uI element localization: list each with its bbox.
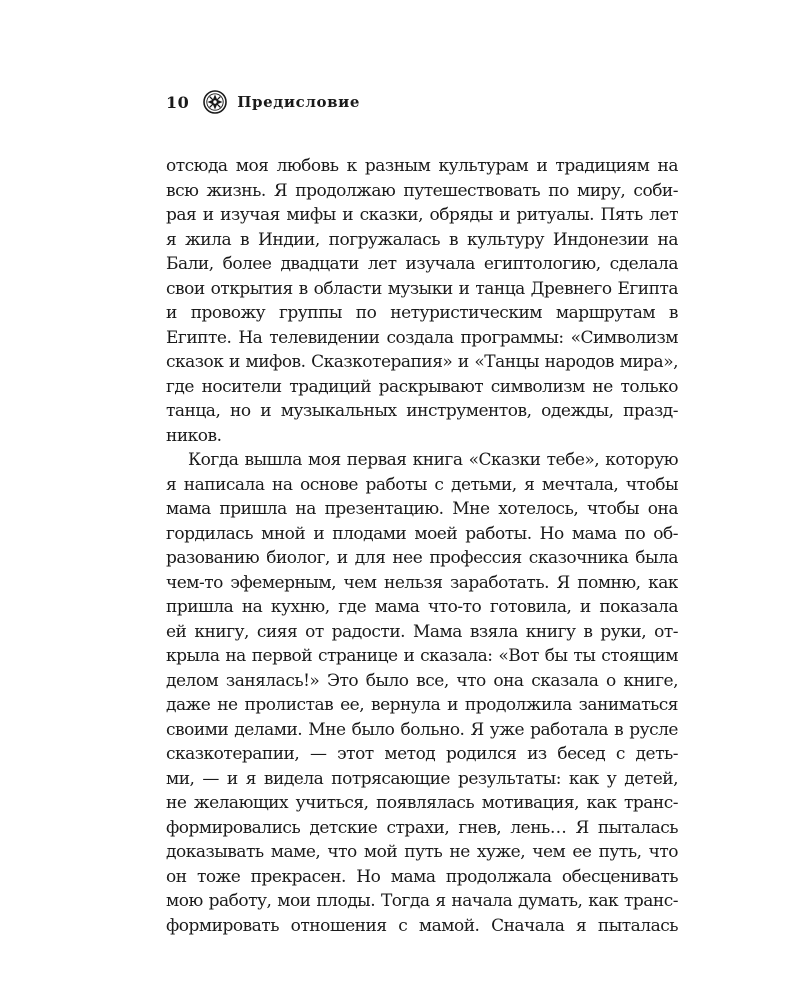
text-line: даже не пролистав ее, вернула и продолжила заниматься [166,695,678,715]
text-line: свои открытия в области музыки и танца Древнего Египта [166,278,678,299]
text-line: Египте. На телевидении создала программы: «Символизм [166,327,678,348]
text-line: танца, но и музыкальных инструментов, одежды, празд- [166,401,678,421]
text-line: чем-то эфемерным, чем нельзя заработать. Я помню, как [166,572,678,593]
text-line: разованию биолог, и для нее профессия сказочника была [166,548,678,568]
text-line: отсюда моя любовь к разным культурам и традициям на [166,156,678,176]
text-line: ей книгу, сияя от радости. Мама взяла книгу в руки, от- [166,621,678,642]
text-line: я написала на основе работы с детьми, я мечтала, чтобы [166,474,678,495]
text-line: всю жизнь. Я продолжаю путешествовать по миру, соби- [166,180,678,201]
text-line: мою работу, мои плоды. Тогда я начала думать, как транс- [166,891,678,911]
page-number: 10 [166,92,190,112]
ornament-icon [203,90,227,114]
text-line: сказкотерапии, — этот метод родился из бесед с деть- [166,744,678,764]
text-line: доказывать маме, что мой путь не хуже, чем ее путь, что [166,842,678,862]
text-line: формировались детские страхи, гнев, лень… Я пыталась [166,817,678,838]
text-line: ми, — и я видела потрясающие результаты: как у детей, [166,768,678,789]
text-line: где носители традиций раскрывают символизм не только [166,376,678,397]
text-line: формировать отношения с мамой. Сначала я пыталась [166,915,678,936]
text-line: Когда вышла моя первая книга «Сказки тебе», которую [188,450,678,470]
text-line: я жила в Индии, погружалась в культуру Индонезии на [166,229,678,250]
text-line: рая и изучая мифы и сказки, обряды и ритуалы. Пять лет [166,205,678,225]
text-line: делом занялась!» Это было все, что она сказала о книге, [166,670,678,691]
section-title: Предисловие [237,93,360,111]
text-line: мама пришла на презентацию. Мне хотелось, чтобы она [166,499,678,519]
text-line: он тоже прекрасен. Но мама продолжала обесценивать [166,866,678,887]
body-text [166,154,678,938]
text-line: не желающих учиться, появлялась мотивация, как транс- [166,793,678,813]
text-line: и провожу группы по нетуристическим маршрутам в [166,303,678,323]
text-line: своими делами. Мне было больно. Я уже работала в русле [166,719,678,740]
text-line: гордилась мной и плодами моей работы. Но мама по об- [166,523,678,544]
text-line: крыла на первой странице и сказала: «Вот бы ты стоящим [166,646,678,666]
running-header [166,90,360,114]
text-line: пришла на кухню, где мама что-то готовила, и показала [166,597,678,617]
text-line: сказок и мифов. Сказкотерапия» и «Танцы народов мира», [166,352,678,372]
text-line: Бали, более двадцати лет изучала египтологию, сделала [166,254,678,274]
text-line: ников. [166,425,222,446]
